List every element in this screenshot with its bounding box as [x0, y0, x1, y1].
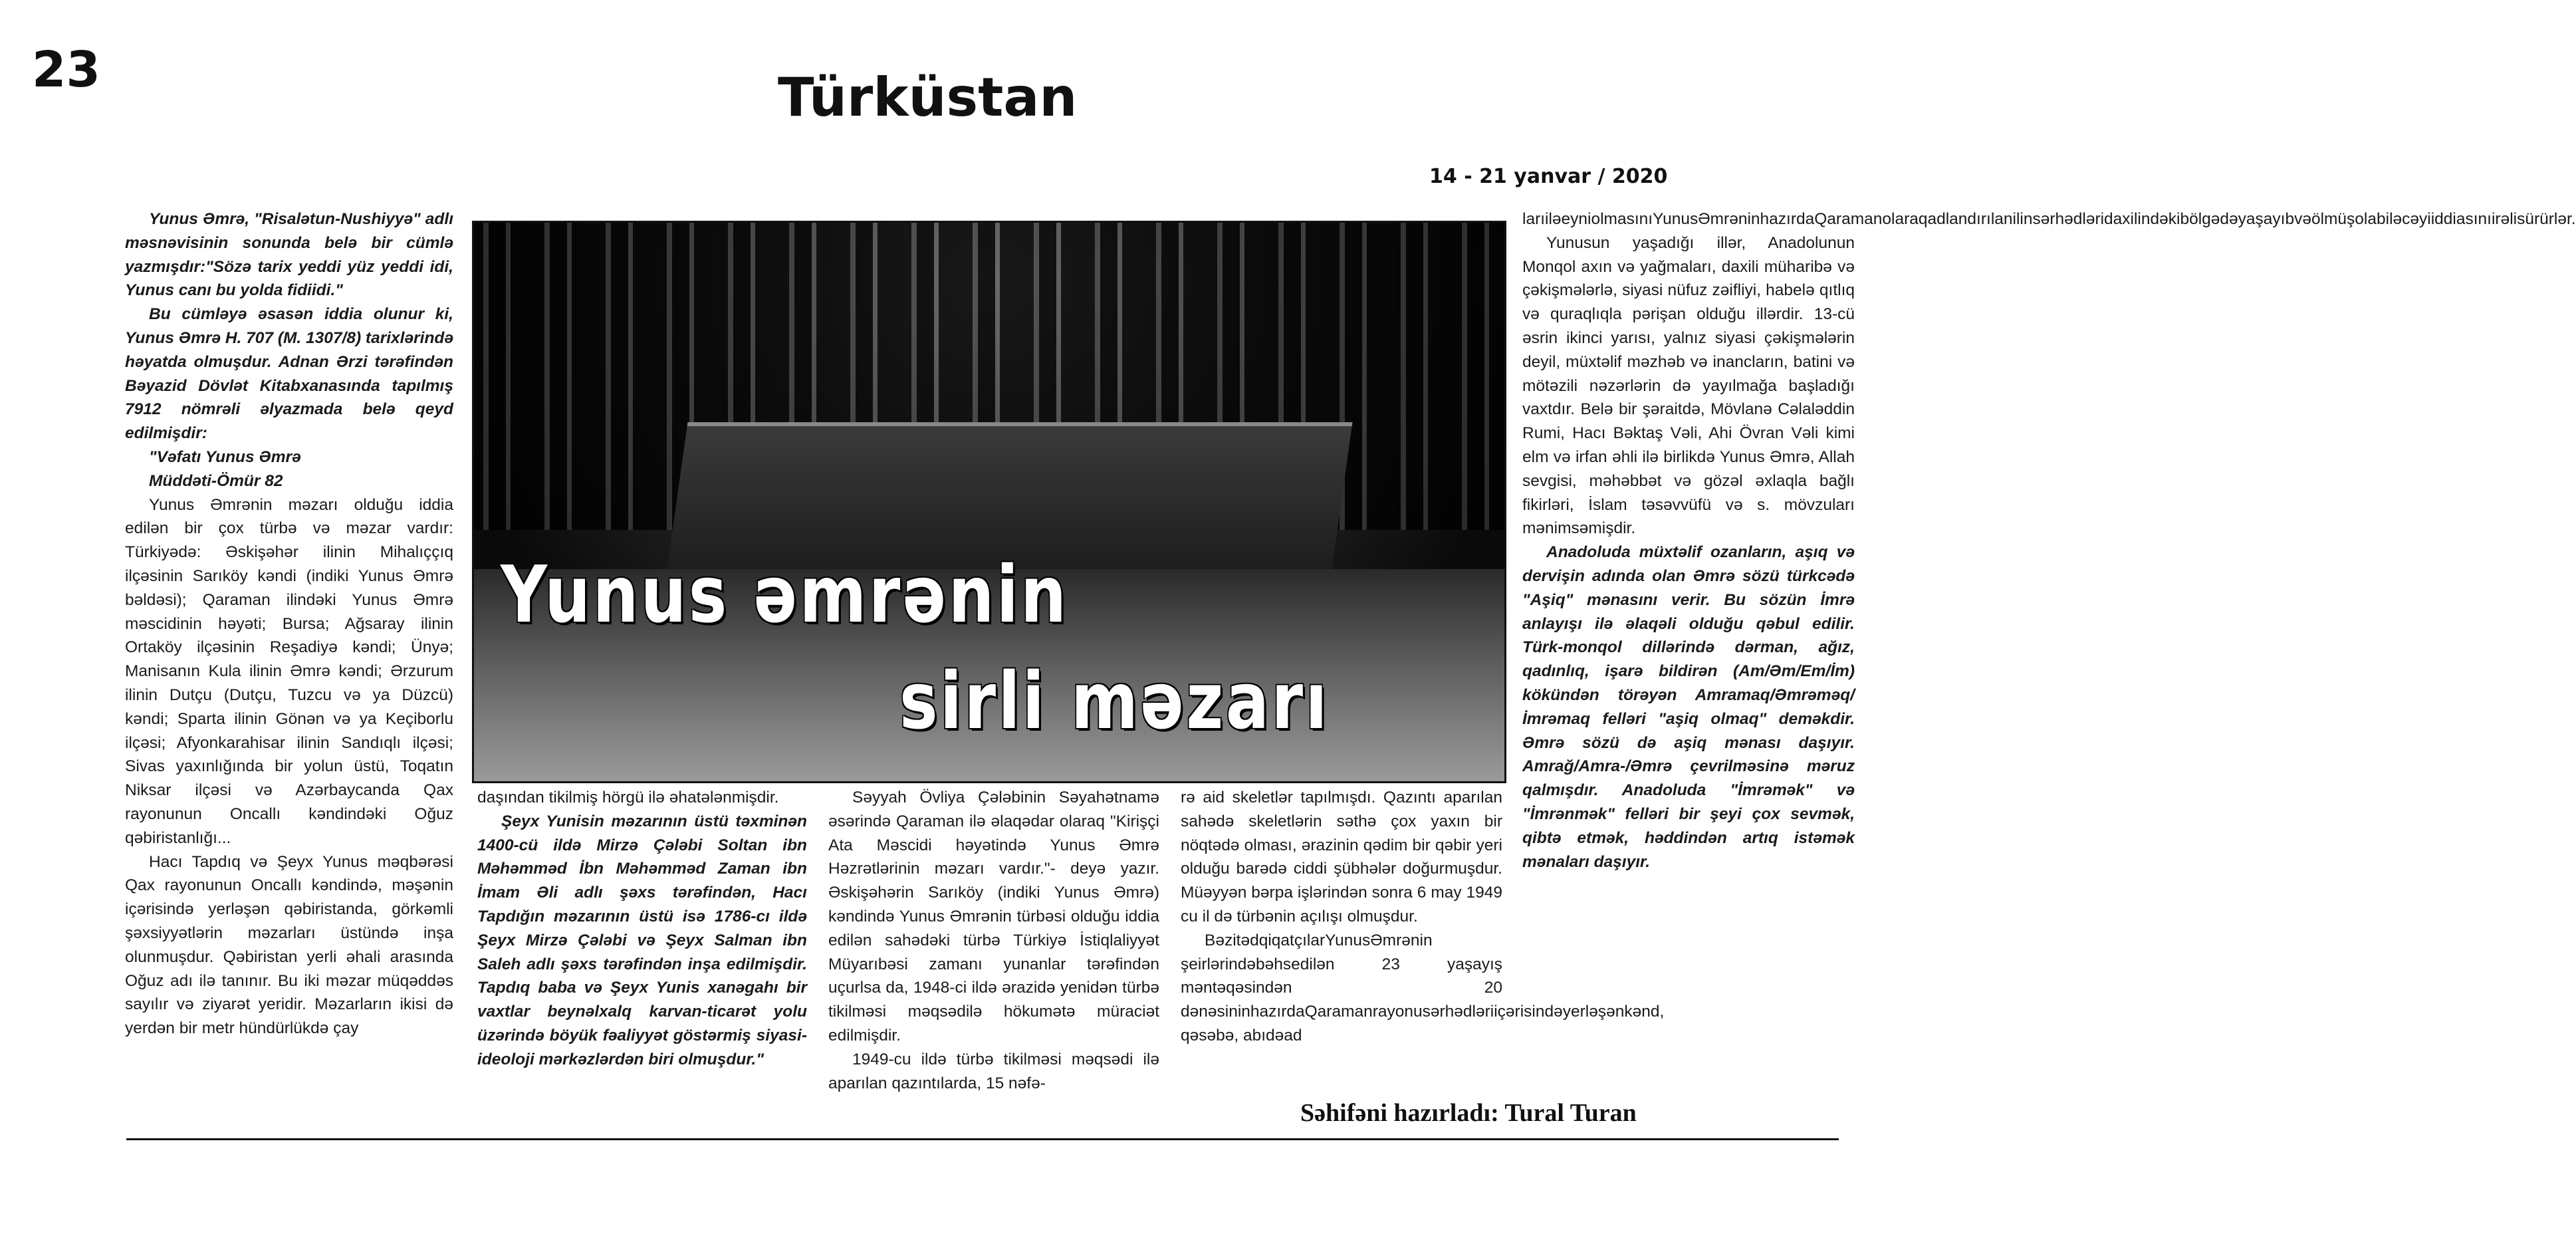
paragraph: Yunus Əmrə, "Risalətun-Nushiyyə" adlı məsnəvisinin sonunda belə bir cümlə yazmışdır:"Sözə tarix yeddi yüz yeddi idi, Yunus canı bu yolda fidiidi.": [125, 210, 453, 300]
newspaper-title: Türküstan: [778, 66, 1078, 128]
paragraph: Səyyah Övliya Çələbinin Səyahətnamə əsərində Qaraman ilə əlaqədar olaraq "Kirişçi Ata Məscidi həyətində Yunus Əmrə Həzrətlərinin məzarı vardır."- deyə yazır. Əskişəhərin Sarıköy (indiki Yunus Əmrə) kəndində Yunus Əmrənin türbəsi olduğu iddia edilən sahədəki türbə Türkiyə İstiqlaliyyət Müyarıbəsi zamanı yunanlar tərəfindən uçurlsa da, 1948-ci ildə ərazidə yenidən türbə tikilməsi məqsədilə hökumətə müraciət edilmişdir.: [828, 789, 1159, 1045]
article-column-4: [1181, 786, 1665, 1048]
paragraph: 1949-cu ildə türbə tikilməsi məqsədi ilə aparılan qazıntılarda, 15 nəfə-: [828, 1050, 1159, 1092]
paragraph: Yunusun yaşadığı illər, Anadolunun Monqol axın və yağmaları, daxili müharibə və çəkişmələrlə, siyasi nüfuz zəifliyi, habelə qıtlıq və quraqlıqla pərişan olduğu illərdir. 13-cü əsrin ikinci yarısı, yalnız siyasi çəkişmələrin deyil, müxtəlif məzhəb və inancların, batini və mötəzili nəzərlərin də yayılmağa başladığı vaxtdır. Belə bir şəraitdə, Mövlanə Cəlaləddin Rumi, Hacı Bəktaş Vəli, Ahi Övran Vəli kimi elm və irfan əhli ilə birlikdə Yunus Əmrə, Allah sevgisi, məhəbbət və gözəl əxlaqla bağlı fikirləri, İslam təsəvvüfü və s. mövzuları mənimsəmişdir.: [1522, 233, 1855, 538]
article-photo: [472, 221, 1506, 783]
issue-date: 14 - 21 yanvar / 2020: [1429, 165, 1668, 188]
headline-line-1: Yunus əmrənin: [501, 549, 1069, 640]
paragraph: Müddəti-Ömür 82: [149, 471, 283, 490]
paragraph: larıiləeyniolmasınıYunusƏmrəninhazırdaQaramanolaraqadlandırılanilinsərhədləridaxilindəkibölgədəyaşayıbvəölmüşolabiləcəyiiddiasınıirəlisürürlər.: [1522, 210, 2576, 228]
paragraph: "Vəfatı Yunus Əmrə: [149, 447, 301, 466]
paragraph: Şeyx Yunisin məzarının üstü təxminən 1400-cü ildə Mirzə Çələbi Soltan ibn Məhəmməd İbn Məhəmməd Zaman ibn İmam Əli adlı şəxs tərəfindən, Hacı Tapdığın məzarının üstü isə 1786-cı ildə Şeyx Mirzə Çələbi və Şeyx Salman ibn Saleh adlı şəxs tərəfindən inşa edilmişdir. Tapdıq baba və Şeyx Yunis xanəgahı bir vaxtlar beynəlxalq karvan-ticarət yolu üzərində böyük fəaliyyət göstərmiş siyasi-ideoloji mərkəzlərdən biri olmuşdur.": [477, 812, 807, 1068]
article-column-5: [1522, 207, 2576, 874]
paragraph: Hacı Tapdıq və Şeyx Yunus məqbərəsi Qax rayonunun Oncallı kəndində, məşənin içərisində yerləşən qəbiristanda, görkəmli şəxsiyyətlərin məzarları üstündə inşa olunmuşdur. Qəbiristan yerli əhali arasında Oğuz adı ilə tanınır. Bu iki məzar müqəddəs sayılır və ziyarət yeridir. Məzarların ikisi də yerdən bir metr hündürlükdə çay: [125, 852, 453, 1038]
paragraph: BəzitədqiqatçılarYunusƏmrənin şeirlərindəbəhsedilən 23 yaşayış məntəqəsindən 20 dənəsininhazırdaQaramanrayonusərhədləriiçərisindəyerləşənkənd, qəsəbə, abıdəad: [1181, 931, 1665, 1045]
page-number: 23: [32, 41, 100, 98]
author-credit: Səhifəni hazırladı: Tural Turan: [1300, 1099, 1637, 1127]
paragraph: Bu cümləyə əsasən iddia olunur ki, Yunus Əmrə H. 707 (M. 1307/8) tarixlərində həyatda olmuşdur. Adnan Ərzi tərəfindən Bəyazid Dövlət Kitabxanasında tapılmış 7912 nömrəli əlyazmada belə qeyd edilmişdir:: [125, 305, 453, 443]
paragraph: daşından tikilmiş hörgü ilə əhatələnmişdir.: [477, 789, 779, 806]
paragraph: Yunus Əmrənin məzarı olduğu iddia edilən bir çox türbə və məzar vardır: Türkiyədə: Əskişəhər ilinin Mihalıççıq ilçəsinin Sarıköy kəndi (indiki Yunus Əmrə bəldəsi); Qaraman ilindəki Yunus Əmrə məscidinin həyəti; Bursa; Ağsaray ilinin Ortaköy ilçəsinin Reşadiyə kəndi; Ünyə; Manisanın Kula ilinin Əmrə kəndi; Ərzurum ilinin Dutçu (Dutçu, Tuzcu və ya Düzcü) kəndi; Sparta ilinin Gönən və ya Keçiborlu ilçəsi; Afyonkarahisar ilinin Sandıqlı ilçəsi; Sivas yaxınlığında bir yolun üstü, Toqatın Niksar ilçəsi və Azərbaycanda Qax rayonunun Oncallı kəndindəki Oğuz qəbiristanlığı...: [125, 495, 453, 847]
article-column-1: [125, 207, 453, 1041]
bottom-rule: [126, 1138, 1839, 1140]
paragraph: rə aid skeletlər tapılmışdı. Qazıntı aparılan sahədə skeletlərin səthə çox yaxın bir nöqtədə olması, ərazinin qədim bir qəbir yeri olduğu barədə ciddi şübhələr doğurmuşdur. Müəyyən bərpa işlərindən sonra 6 may 1949 cu il də türbənin açılışı olmuşdur.: [1181, 789, 1502, 926]
paragraph: Anadoluda müxtəlif ozanların, aşıq və dervişin adında olan Əmrə sözü türkcədə "Aşiq" mənasını verir. Bu sözün İmrə anlayışı ilə əlaqəli olduğu qəbul edilir. Türk-monqol dillərində dərman, ağız, qadınlıq, işarə bildirən (Am/Əm/Em/İm) kökündən törəyən Amramaq/Əmrəməq/İmrəmaq felləri "aşiq olmaq" deməkdir. Əmrə sözü də aşiq mənası daşıyır. Amrağ/Amra-/Əmrə çevrilməsinə məruz qalmışdır. Anadoluda "İmrəmək" və "İmrənmək" felləri bir şeyi çox sevmək, qibtə etmək, həddindən artıq istəmək mənaları daşıyır.: [1522, 543, 1855, 871]
article-column-2: [477, 786, 807, 1072]
headline-line-2: sirli məzarı: [899, 655, 1330, 747]
article-column-3: [828, 786, 1159, 1095]
